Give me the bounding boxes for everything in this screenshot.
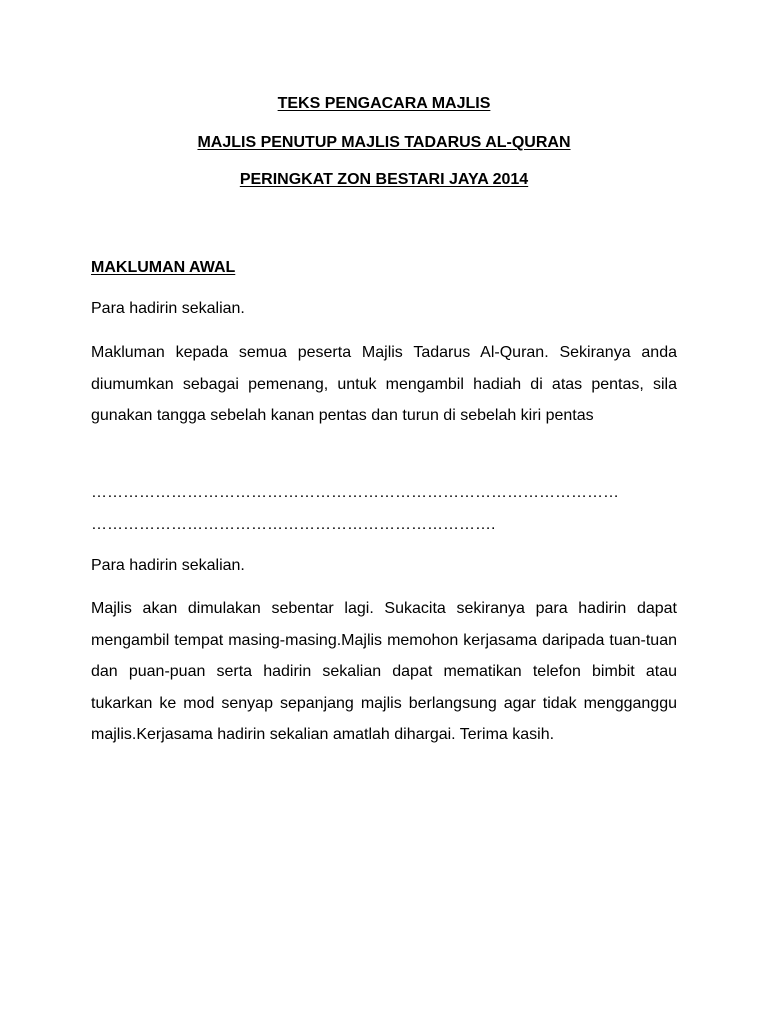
dotted-line: …………………………………………………………………. [91, 516, 496, 533]
greeting-line: Para hadirin sekalian. [91, 300, 245, 317]
document-title: TEKS PENGACARA MAJLIS [277, 95, 491, 112]
dotted-line: ……………………………………………………………………………………… [91, 484, 619, 501]
document-subtitle-level: PERINGKAT ZON BESTARI JAYA 2014 [239, 171, 529, 188]
greeting-line: Para hadirin sekalian. [91, 557, 245, 574]
document-subtitle: MAJLIS PENUTUP MAJLIS TADARUS AL-QURAN [197, 134, 571, 151]
section-title: MAKLUMAN AWAL [91, 259, 236, 276]
opening-paragraph: Majlis akan dimulakan sebentar lagi. Sukacita sekiranya para hadirin dapat mengambil tempat masing-masing.Majlis memohon kerjasama daripada tuan-tuan dan puan-puan serta hadirin sekalian dapat mematikan telefon bimbit atau tukarkan ke mod senyap sepanjang majlis berlangsung agar tidak mengganggu majlis.Kerjasama hadirin sekalian amatlah dihargai. Terima kasih. [91, 600, 677, 743]
announcement-paragraph: Makluman kepada semua peserta Majlis Tadarus Al-Quran. Sekiranya anda diumumkan sebagai pemenang, untuk mengambil hadiah di atas pentas, sila gunakan tangga sebelah kanan pentas dan turun di sebelah kiri pentas [91, 344, 677, 424]
